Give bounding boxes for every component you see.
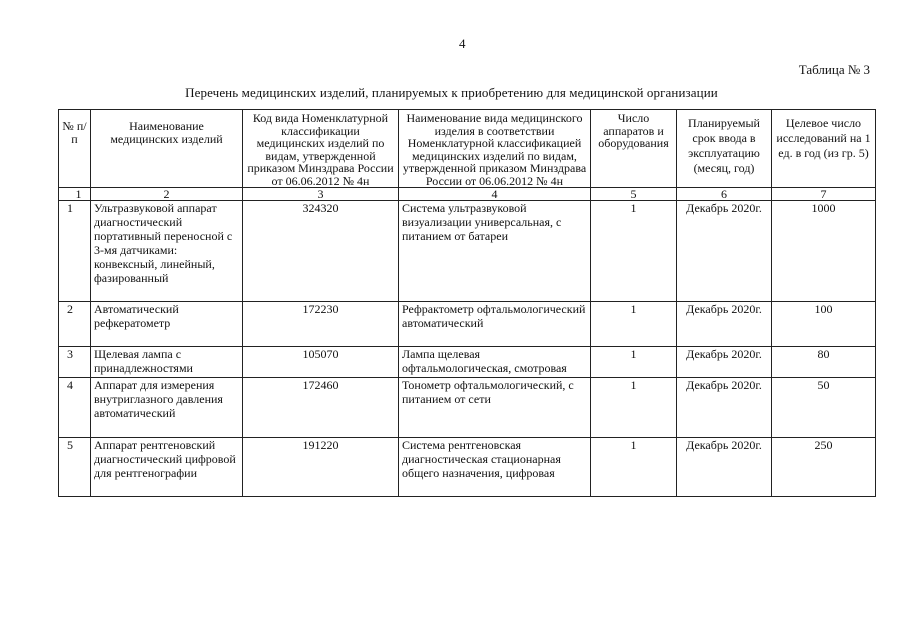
row-number: 4 xyxy=(59,378,91,438)
header-device-name: Наименование медицинских изделий xyxy=(91,110,243,188)
kind-code: 172460 xyxy=(243,378,399,438)
kind-code: 105070 xyxy=(243,347,399,378)
commission-date: Декабрь 2020г. xyxy=(677,347,772,378)
table-header-row xyxy=(59,110,876,188)
column-number: 2 xyxy=(91,188,243,201)
commission-date: Декабрь 2020г. xyxy=(677,302,772,347)
row-number: 1 xyxy=(59,201,91,302)
kind-name: Рефрактометр офтальмологический автоматический xyxy=(399,302,591,347)
column-number: 7 xyxy=(772,188,876,201)
table-row xyxy=(59,201,876,302)
column-number: 5 xyxy=(591,188,677,201)
table-label: Таблица № 3 xyxy=(798,62,870,77)
commission-date: Декабрь 2020г. xyxy=(677,201,772,302)
device-name: Автоматический рефкератометр xyxy=(91,302,243,347)
column-number: 6 xyxy=(677,188,772,201)
kind-name: Система рентгеновская диагностическая стационарная общего назначения, цифровая xyxy=(399,438,591,497)
device-name: Ультразвуковой аппарат диагностический портативный переносной с 3-мя датчиками: конвексный, линейный, фазированный xyxy=(91,201,243,302)
column-number: 1 xyxy=(59,188,91,201)
device-count: 1 xyxy=(591,378,677,438)
table-row xyxy=(59,302,876,347)
header-target-studies: Целевое число исследований на 1 ед. в год (из гр. 5) xyxy=(772,110,876,188)
row-number: 3 xyxy=(59,347,91,378)
device-count: 1 xyxy=(591,347,677,378)
target-studies: 80 xyxy=(772,347,876,378)
target-studies: 100 xyxy=(772,302,876,347)
kind-name: Система ультразвуковой визуализации универсальная, с питанием от батареи xyxy=(399,201,591,302)
header-commission-date: Планируемый срок ввода в эксплуатацию (месяц, год) xyxy=(677,110,772,188)
equipment-table xyxy=(58,109,876,497)
device-count: 1 xyxy=(591,438,677,497)
commission-date: Декабрь 2020г. xyxy=(677,438,772,497)
kind-name: Тонометр офтальмологический, с питанием от сети xyxy=(399,378,591,438)
column-number: 4 xyxy=(399,188,591,201)
header-kind-code: Код вида Номенклатурной классификации медицинских изделий по видам, утвержденной приказом Минздрава России от 06.06.2012 № 4н xyxy=(243,110,399,188)
page-number: 4 xyxy=(459,36,466,51)
device-name: Аппарат рентгеновский диагностический цифровой для рентгенографии xyxy=(91,438,243,497)
document-title: Перечень медицинских изделий, планируемых к приобретению для медицинской организации xyxy=(185,85,718,100)
device-count: 1 xyxy=(591,302,677,347)
header-number: № п/п xyxy=(59,110,91,188)
device-name: Щелевая лампа с принадлежностями xyxy=(91,347,243,378)
column-number-row xyxy=(59,188,876,201)
kind-name: Лампа щелевая офтальмологическая, смотровая xyxy=(399,347,591,378)
device-count: 1 xyxy=(591,201,677,302)
header-kind-name: Наименование вида медицинского изделия в соответствии Номенклатурной классификацией медицинских изделий по видам, утвержденной приказом Минздрава России от 06.06.2012 № 4н xyxy=(399,110,591,188)
kind-code: 191220 xyxy=(243,438,399,497)
table-row xyxy=(59,378,876,438)
header-count: Число аппаратов и оборудования xyxy=(591,110,677,188)
target-studies: 250 xyxy=(772,438,876,497)
device-name: Аппарат для измерения внутриглазного давления автоматический xyxy=(91,378,243,438)
row-number: 5 xyxy=(59,438,91,497)
target-studies: 50 xyxy=(772,378,876,438)
table-row xyxy=(59,438,876,497)
target-studies: 1000 xyxy=(772,201,876,302)
column-number: 3 xyxy=(243,188,399,201)
kind-code: 324320 xyxy=(243,201,399,302)
commission-date: Декабрь 2020г. xyxy=(677,378,772,438)
kind-code: 172230 xyxy=(243,302,399,347)
table-row xyxy=(59,347,876,378)
row-number: 2 xyxy=(59,302,91,347)
